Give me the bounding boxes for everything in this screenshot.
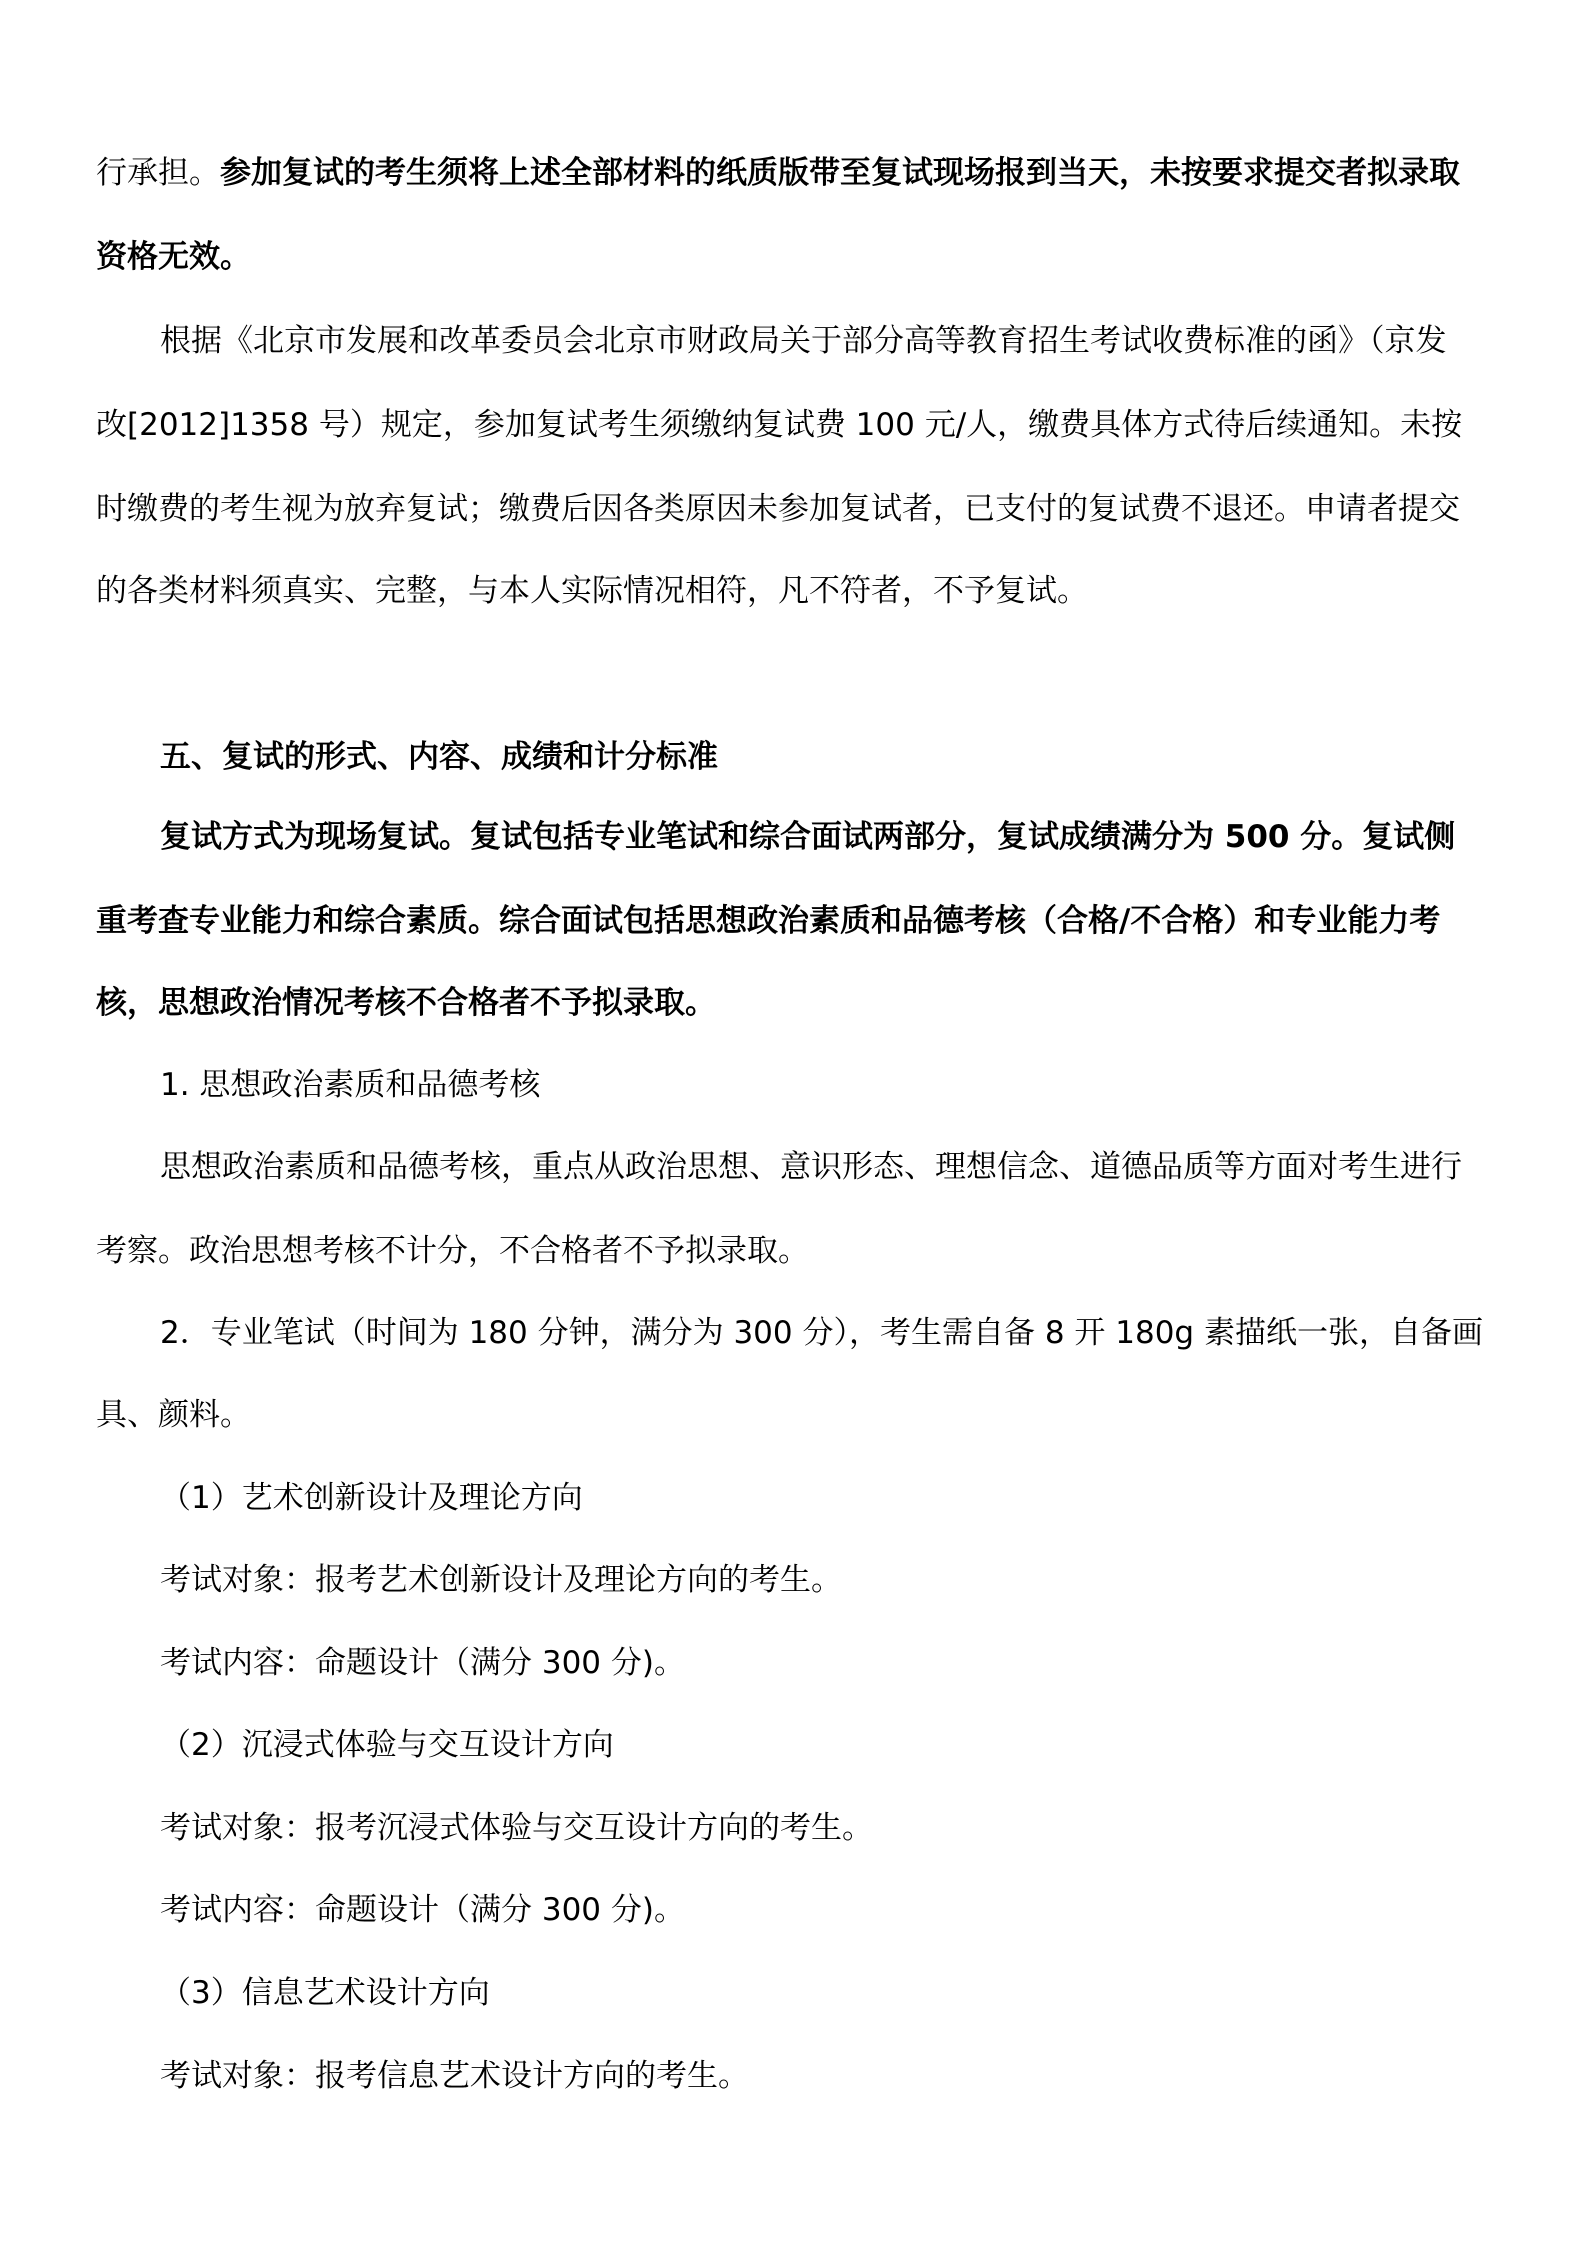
bold-paragraph-line: 资格无效。: [96, 239, 251, 275]
paragraph-line: 改[2012]1358 号）规定，参加复试考生须缴纳复试费 100 元/人，缴费具体方式待后续通知。未按: [96, 407, 1463, 443]
exam-target: 考试对象：报考沉浸式体验与交互设计方向的考生。: [160, 1810, 873, 1846]
bold-paragraph-line: 核，思想政治情况考核不合格者不予拟录取。: [96, 985, 716, 1021]
subsection-title: 2．专业笔试（时间为 180 分钟，满分为 300 分），考生需自备 8 开 180g 素描纸一张，自备画: [160, 1315, 1483, 1351]
paragraph-text: 行承担。: [96, 155, 220, 191]
paragraph-line: 的各类材料须真实、完整，与本人实际情况相符，凡不符者，不予复试。: [96, 573, 1088, 609]
direction-title: （3）信息艺术设计方向: [160, 1975, 490, 2011]
paragraph-line: 时缴费的考生视为放弃复试；缴费后因各类原因未参加复试者，已支付的复试费不退还。申请者提交: [96, 491, 1460, 527]
bold-paragraph-line: 重考查专业能力和综合素质。综合面试包括思想政治素质和品德考核（合格/不合格）和专业能力考: [96, 903, 1441, 939]
direction-title: （2）沉浸式体验与交互设计方向: [160, 1727, 614, 1763]
paragraph-line: 根据《北京市发展和改革委员会北京市财政局关于部分高等教育招生考试收费标准的函》（京发: [160, 323, 1447, 359]
bold-paragraph-line: 复试方式为现场复试。复试包括专业笔试和综合面试两部分，复试成绩满分为 500 分。复试侧: [160, 819, 1456, 855]
exam-content: 考试内容：命题设计（满分 300 分)。: [160, 1892, 685, 1928]
paragraph-line: [0, 153, 1587, 193]
direction-title: （1）艺术创新设计及理论方向: [160, 1480, 583, 1516]
exam-content: 考试内容：命题设计（满分 300 分)。: [160, 1645, 685, 1681]
subsection-title: 1. 思想政治素质和品德考核: [160, 1067, 541, 1103]
section-heading: 五、复试的形式、内容、成绩和计分标准: [160, 739, 718, 775]
paragraph-line: 思想政治素质和品德考核，重点从政治思想、意识形态、理想信念、道德品质等方面对考生进行: [160, 1149, 1462, 1185]
exam-target: 考试对象：报考艺术创新设计及理论方向的考生。: [160, 1562, 842, 1598]
paragraph-line: 考察。政治思想考核不计分，不合格者不予拟录取。: [96, 1233, 809, 1269]
exam-target: 考试对象：报考信息艺术设计方向的考生。: [160, 2058, 749, 2094]
paragraph-line: 具、颜料。: [96, 1397, 251, 1433]
bold-paragraph-text: 参加复试的考生须将上述全部材料的纸质版带至复试现场报到当天，未按要求提交者拟录取: [220, 155, 1460, 191]
